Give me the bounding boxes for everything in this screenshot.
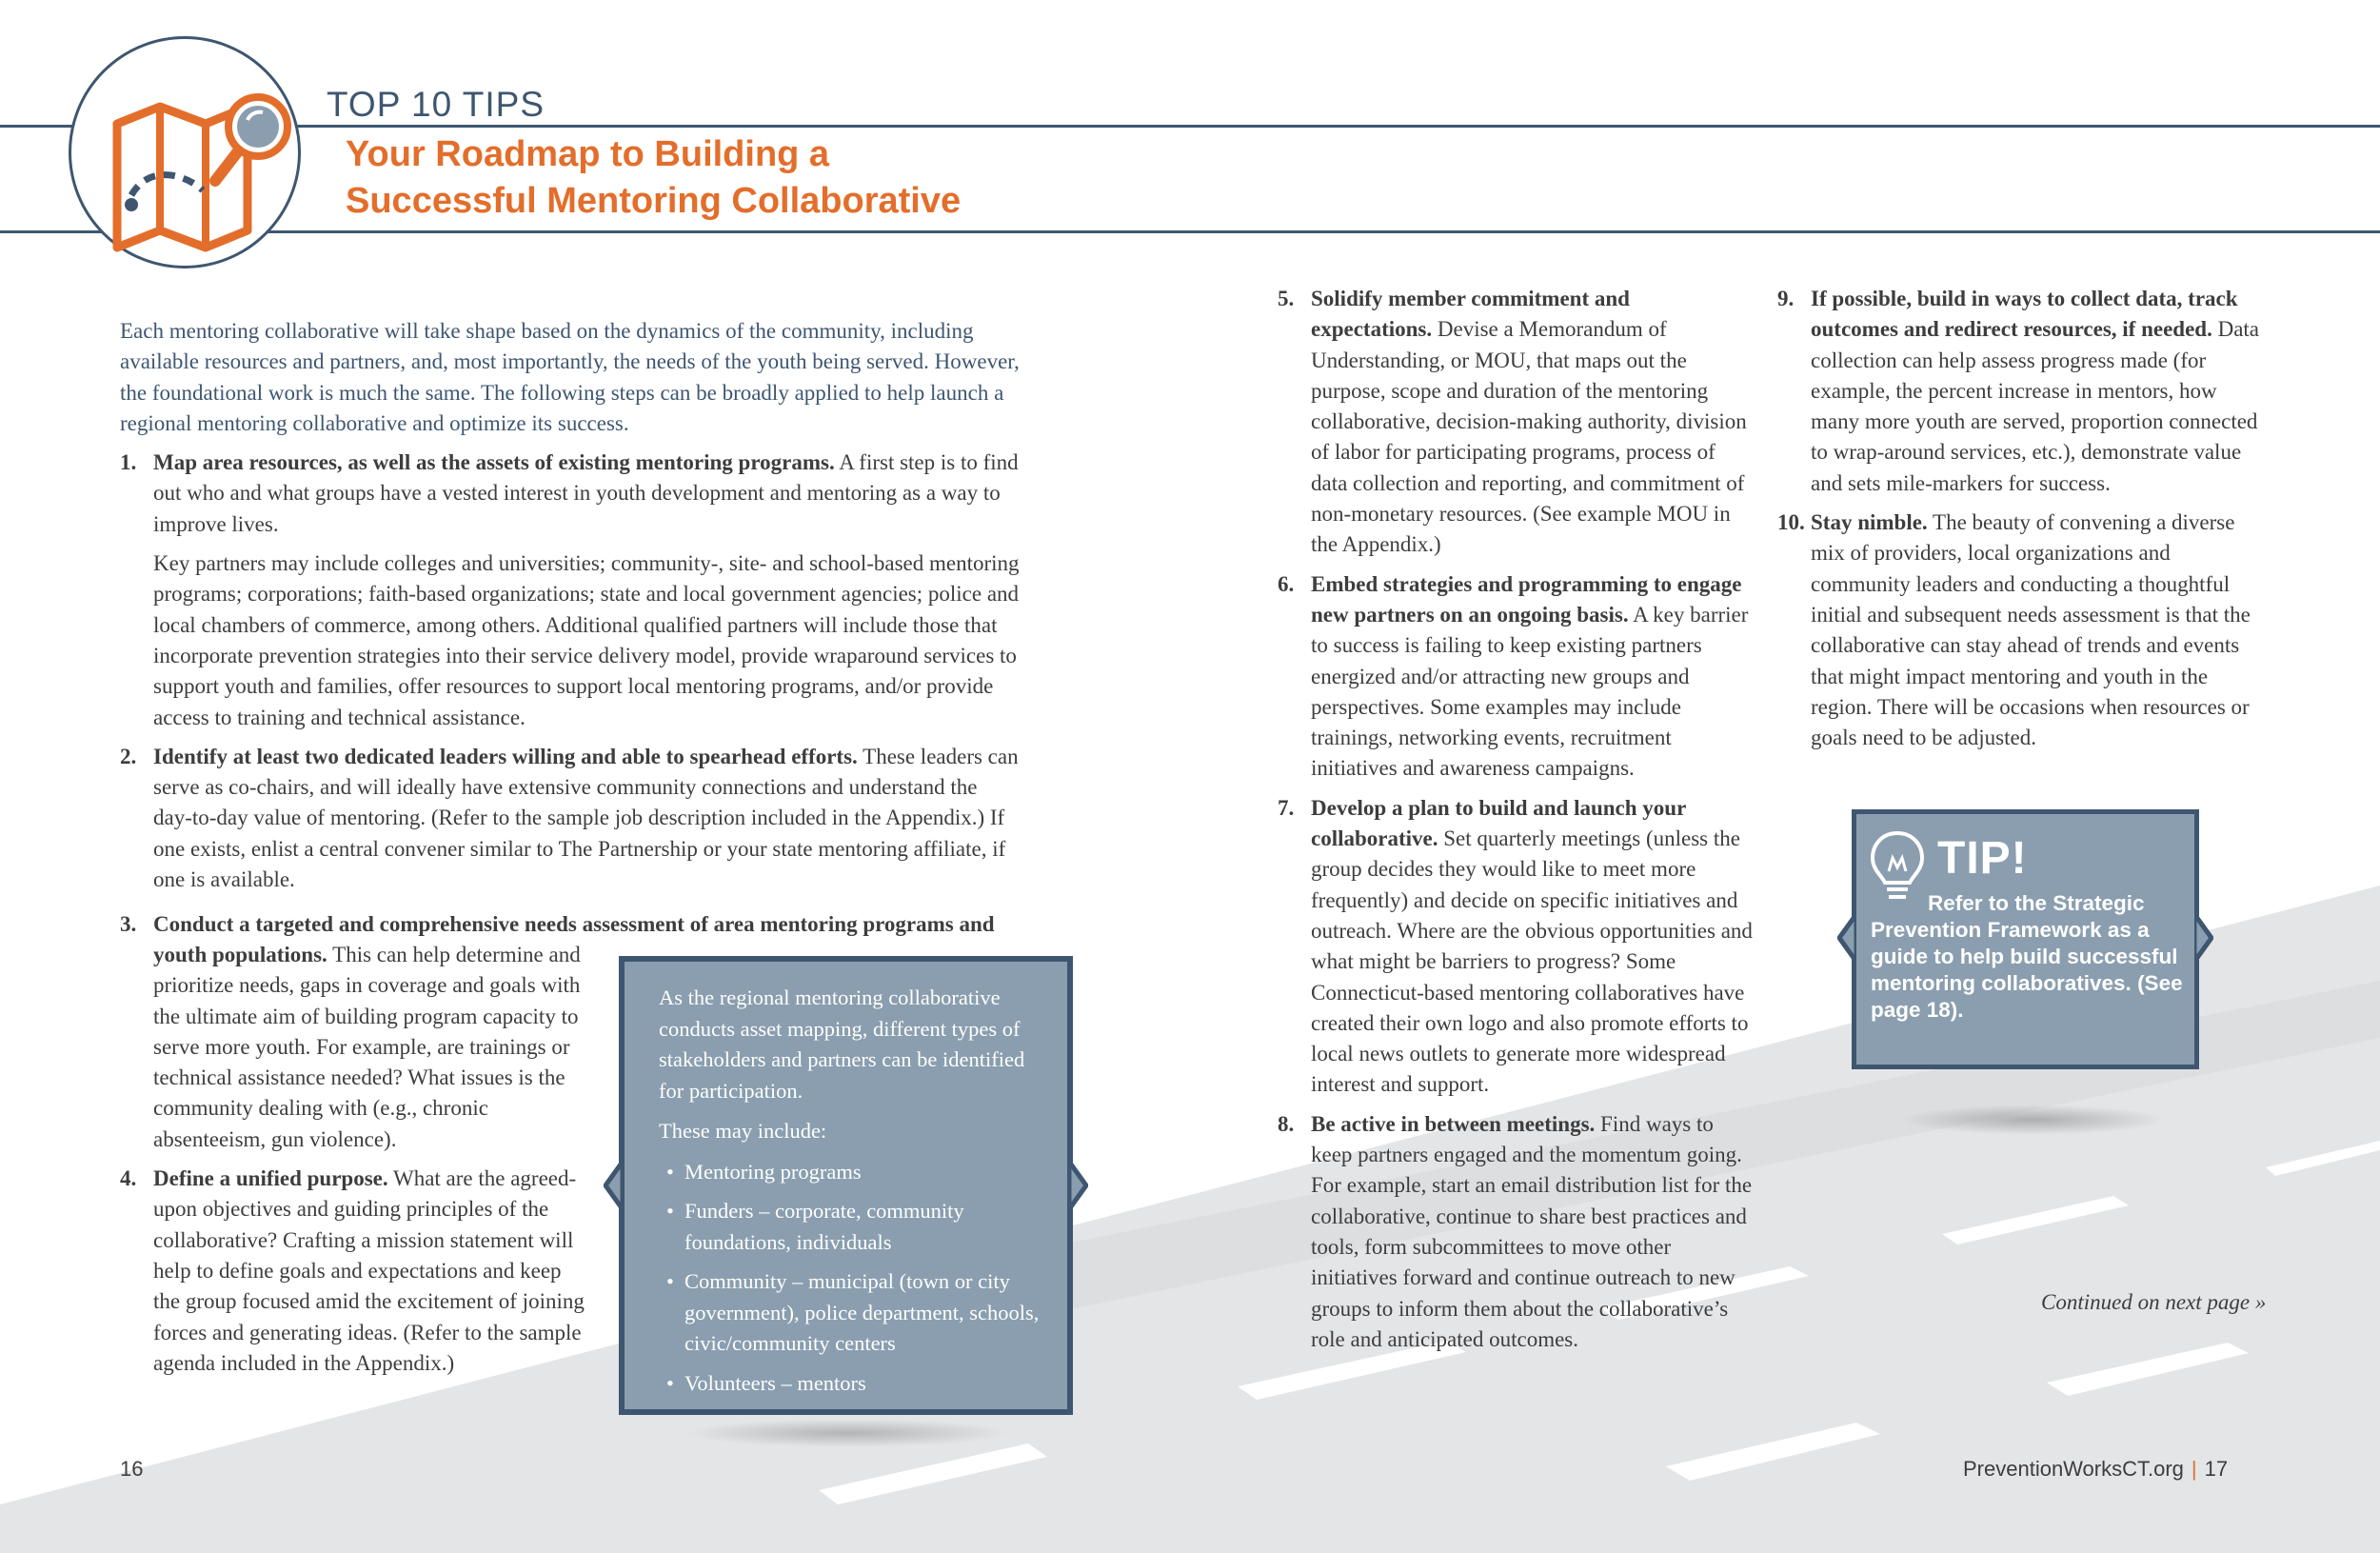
- left-column-top: [120, 316, 1021, 904]
- item-heading: Conduct a targeted and comprehensive needs assessment of area mentoring programs and: [153, 912, 995, 936]
- item-text: A first step is to find out who and what groups have a vested interest in youth development and mentoring as a way to improve lives.: [153, 450, 1019, 536]
- tip-item-3-heading: [120, 909, 1021, 940]
- item-heading: If possible, build in ways to collect data, track outcomes and redirect resources, if needed.: [1811, 287, 2238, 342]
- middle-column: [1278, 284, 1754, 1364]
- right-column: [1777, 284, 2263, 762]
- item-number: 1.: [120, 450, 137, 475]
- item-number: 10.: [1777, 510, 1805, 535]
- tip-shadow: [1899, 1105, 2166, 1135]
- callout-list-item: • Community – municipal (town or city government), police department, schools, civic/community centers: [666, 1269, 1040, 1355]
- item-heading: Embed strategies and programming to engage new partners on an ongoing basis.: [1311, 571, 1742, 627]
- tip-item-8: [1278, 1109, 1754, 1355]
- item-text: This can help determine and prioritize needs, gaps in coverage and goals with the ultimate aim of building program capacity to serve more youth. For example, are trainings or technical assistance needed? What issues is the community dealing with (e.g., chronic absenteeism, gun violence).: [153, 943, 581, 1151]
- item-text: These leaders can serve as co-chairs, and will ideally have extensive community connections and understand the day-to-day value of mentoring. (Refer to the sample job description included in the Appendix.) If one exists, enlist a central convener similar to The Partnership or your state mentoring affiliate, if one is available.: [153, 744, 1019, 892]
- left-column-narrow: [120, 940, 586, 1387]
- item-heading: Stay nimble.: [1811, 510, 1928, 535]
- item-text: Data collection can help assess progress made (for example, the percent increase in mentors, how many more youth are served, proportion connected to wrap-around services, etc.), demonstrate value and sets mile-markers for success.: [1811, 317, 2259, 495]
- item-extra-text: Key partners may include colleges and universities; community-, site- and school-based mentoring programs; corporations; faith-based organizations; state and local government agencies; police and local chambers of commerce, among others. Additional qualified partners will include those that incorporate prevention strategies into their service delivery model, provide wraparound services to support youth and families, offer resources to support local mentoring programs, and/or provide access to training and technical assistance.: [153, 551, 1020, 729]
- item-text: Find ways to keep partners engaged and the momentum going. For example, start an email distribution list for the collaborative, continue to share best practices and tools, form subcommittees to move other initiatives forward and continue outreach to new groups to inform them about the collaborative’s role and anticipated outcomes.: [1311, 1111, 1753, 1351]
- header-rule-top: [0, 125, 2380, 128]
- item-heading: Be active in between meetings.: [1311, 1111, 1596, 1136]
- page-title-line-1: Your Roadmap to Building a: [346, 134, 830, 174]
- footer-right: [1963, 1457, 2228, 1482]
- item-heading: Solidify member commitment and expectations.: [1311, 287, 1630, 342]
- callout-notch-left: [604, 1162, 623, 1209]
- page-number-left: 16: [120, 1457, 144, 1481]
- item-text: The beauty of convening a diverse mix of providers, local organizations and community leaders and conducting a thoughtful initial and subsequent needs assessment is that the collaborative can stay ahead of trends and events that might impact mentoring and youth in the region. There will be occasions when resources or goals need to be adjusted.: [1811, 510, 2251, 750]
- tip-item-10: [1777, 508, 2263, 753]
- section-kicker: TOP 10 TIPS: [327, 85, 545, 124]
- map-with-magnifier-icon: [103, 86, 307, 262]
- item-number: 6.: [1278, 571, 1295, 596]
- callout-list-item: • Mentoring programs: [666, 1159, 862, 1184]
- callout-list-lead: These may include:: [659, 1119, 827, 1143]
- item-number: 2.: [120, 744, 137, 768]
- callout-list-item: • Volunteers – mentors: [666, 1370, 866, 1395]
- item-number: 9.: [1777, 287, 1795, 310]
- callout-shadow: [685, 1419, 1009, 1447]
- callout-intro: As the regional mentoring collaborative conducts asset mapping, different types of stakeholders and partners can be identified for participation.: [659, 986, 1025, 1103]
- footer-separator: |: [2191, 1457, 2197, 1481]
- item-heading: Develop a plan to build and launch your collaborative.: [1311, 795, 1686, 851]
- tip-item-5: [1278, 284, 1754, 561]
- tip-box: [1852, 809, 2199, 1069]
- item-heading: youth populations.: [153, 943, 327, 966]
- tip-notch-left: [1837, 914, 1856, 962]
- item-text: Devise a Memorandum of Understanding, or MOU, that maps out the purpose, scope and duration of the mentoring collaborative, decision-making authority, division of labor for participating programs, process of data collection and reporting, and commitment of non-monetary resources. (See example MOU in the Appendix.): [1311, 317, 1747, 557]
- callout-notch-right: [1069, 1162, 1088, 1209]
- item-number: 5.: [1278, 287, 1295, 310]
- tip-item-6: [1278, 569, 1754, 785]
- intro-paragraph: Each mentoring collaborative will take shape based on the dynamics of the community, including available resources and partners, and, most importantly, the needs of the youth being served. However, the foundational work is much the same. The following steps can be broadly applied to help launch a regional mentoring collaborative and optimize its success.: [120, 319, 1020, 435]
- tip-text: Refer to the Strategic Prevention Framework as a guide to help build successful mentoring collaboratives. (See page 18).: [1871, 891, 2183, 1022]
- callout-list-item: • Funders – corporate, community foundations, individuals: [666, 1199, 964, 1254]
- item-number: 4.: [120, 1166, 137, 1191]
- callout-list: [659, 1157, 1042, 1400]
- tip-item-3-body: [120, 940, 586, 1155]
- page-number-right: 17: [2204, 1457, 2229, 1481]
- tip-title: TIP!: [1937, 833, 2028, 884]
- footer-site[interactable]: PreventionWorksCT.org: [1963, 1457, 2184, 1481]
- tip-notch-right: [2194, 914, 2213, 962]
- tip-item-4: [120, 1164, 586, 1379]
- page-title-line-2: Successful Mentoring Collaborative: [346, 181, 962, 221]
- item-text: A key barrier to success is failing to keep existing partners energized and/or attracting new groups and perspectives. Some examples may include trainings, networking events, recruitment initiatives and awareness campaigns.: [1311, 602, 1749, 781]
- item-number: 8.: [1278, 1111, 1295, 1136]
- tip-item-2: [120, 742, 1021, 895]
- item-text: Set quarterly meetings (unless the group decides they would like to meet more frequently) and decide on specific initiatives and outreach. Where are the obvious opportunities and what might be barriers to progress? Some Connecticut-based mentoring collaboratives have created their own logo and also promote efforts to local news outlets to generate more widespread interest and support.: [1311, 826, 1753, 1097]
- item-heading: Identify at least two dedicated leaders willing and able to spearhead efforts.: [153, 744, 858, 768]
- page-title: [346, 131, 961, 225]
- stakeholder-callout: [619, 956, 1073, 1415]
- item-number: 3.: [120, 912, 137, 936]
- tip-item-9: [1777, 284, 2263, 499]
- continued-link[interactable]: Continued on next page »: [2041, 1290, 2267, 1314]
- tip-item-1: [120, 448, 1021, 733]
- item-number: 7.: [1278, 795, 1295, 820]
- header-rule-bottom: [0, 230, 2380, 233]
- tip-item-7: [1278, 793, 1754, 1101]
- item-text: What are the agreed-upon objectives and guiding principles of the collaborative? Crafting a mission statement will help to define goals and expectations and keep the group focused amid the excitement of joining forces and generating ideas. (Refer to the sample agenda included in the Appendix.): [153, 1166, 585, 1375]
- item-heading: Map area resources, as well as the assets of existing mentoring programs.: [153, 450, 835, 475]
- item-heading: Define a unified purpose.: [153, 1166, 388, 1191]
